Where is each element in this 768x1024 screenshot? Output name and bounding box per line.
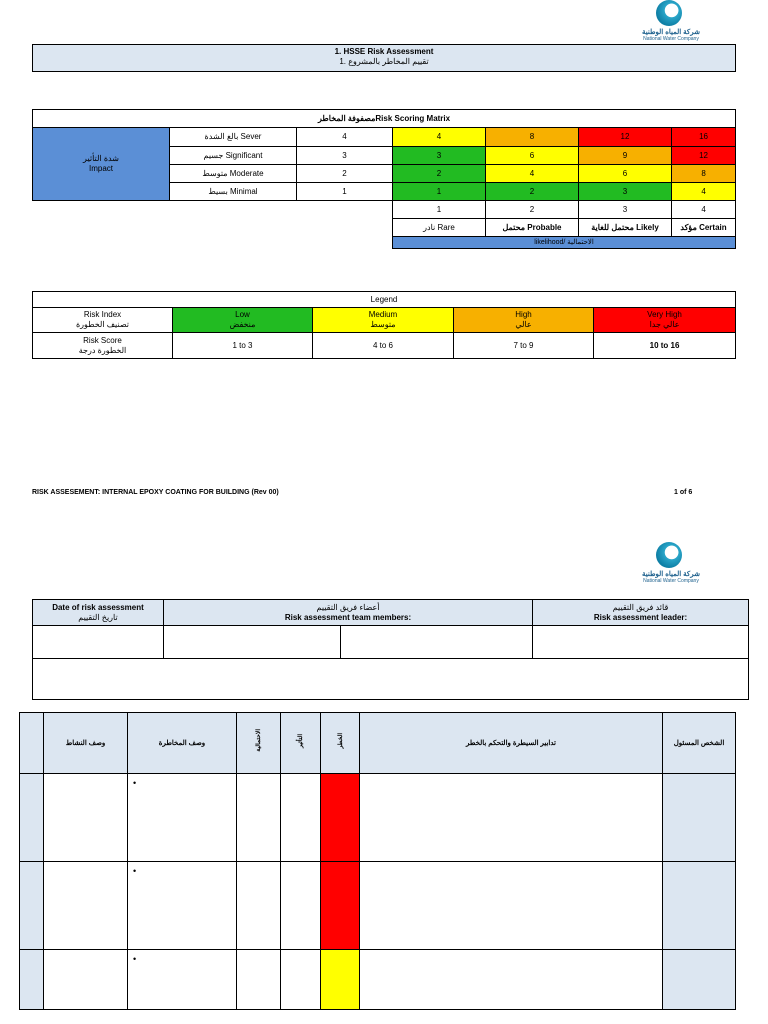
matrix-cell: 3 xyxy=(579,183,672,201)
risk-score-en: Risk Score xyxy=(83,335,122,345)
controls-cell[interactable] xyxy=(360,774,663,862)
row-number-header xyxy=(20,713,44,774)
matrix-cell: 1 xyxy=(393,183,486,201)
legend-level-en: Medium xyxy=(368,310,398,319)
matrix-title: مصفوفة المخاطرRisk Scoring Matrix xyxy=(33,110,736,128)
hazard-cell[interactable] xyxy=(128,950,237,1010)
team-member-value[interactable] xyxy=(341,626,533,659)
legend-score: 4 to 6 xyxy=(313,333,454,359)
team-member-value[interactable] xyxy=(164,626,341,659)
leader-header-en: Risk assessment leader: xyxy=(593,612,688,622)
date-value[interactable] xyxy=(33,626,164,659)
footer-document-title: RISK ASSESEMENT: INTERNAL EPOXY COATING FOR BUILDING (Rev 00) xyxy=(32,489,279,496)
company-logo xyxy=(636,542,706,584)
controls-cell[interactable] xyxy=(360,950,663,1010)
date-header-ar: تاريخ التقييم xyxy=(78,612,118,622)
matrix-cell: 9 xyxy=(579,147,672,165)
impact-cell[interactable] xyxy=(281,862,321,950)
hazard-header: وصف المخاطرة xyxy=(128,713,237,774)
leader-value[interactable] xyxy=(533,626,749,659)
bullet: • xyxy=(133,954,137,964)
legend-score: 10 to 16 xyxy=(594,333,736,359)
row-number-cell xyxy=(20,774,44,862)
impact-label-cell xyxy=(33,128,170,201)
footer-page-number: 1 of 6 xyxy=(674,489,693,496)
activity-cell[interactable] xyxy=(44,862,128,950)
risk-level-cell xyxy=(321,774,360,862)
logo-english-text: National Water Company xyxy=(643,36,699,42)
impact-row-label: بالغ الشدة Sever xyxy=(170,128,297,147)
hazard-cell[interactable] xyxy=(128,862,237,950)
responsible-header: الشخص المسئول xyxy=(663,713,736,774)
matrix-cell: 8 xyxy=(672,165,736,183)
legend-score: 7 to 9 xyxy=(454,333,594,359)
likelihood-header-text: الاحتمالية xyxy=(256,729,262,752)
legend-level-medium xyxy=(313,308,454,333)
date-header xyxy=(33,600,164,626)
risk-score-label xyxy=(33,333,173,359)
risk-header-text: الخطر xyxy=(337,732,344,749)
impact-cell[interactable] xyxy=(281,774,321,862)
legend-level-ar: عالي جدا xyxy=(649,320,680,329)
matrix-cell: 12 xyxy=(579,128,672,147)
company-logo xyxy=(636,0,706,42)
legend-level-very-high xyxy=(594,308,736,333)
likelihood-title: likelihood/ الاحتمالية xyxy=(393,237,736,249)
risk-assessment-table xyxy=(19,712,736,1010)
impact-row-level: 1 xyxy=(297,183,393,201)
leader-header-ar: قائد فريق التقييم xyxy=(612,602,669,612)
likelihood-label: مؤكد Certain xyxy=(672,219,736,237)
risk-level-cell xyxy=(321,862,360,950)
team-header xyxy=(164,600,533,626)
bullet: • xyxy=(133,778,137,788)
matrix-blank xyxy=(33,237,393,249)
logo-arabic-text: شركة المياه الوطنية xyxy=(642,571,700,578)
impact-label-en: Impact xyxy=(88,164,113,173)
legend-level-en: Very High xyxy=(647,310,682,319)
responsible-cell[interactable] xyxy=(663,862,736,950)
assessment-info-table xyxy=(32,599,749,700)
risk-index-ar: تصنيف الخطورة xyxy=(75,320,130,329)
activity-header: وصف النشاط xyxy=(44,713,128,774)
matrix-cell: 4 xyxy=(393,128,486,147)
responsible-cell[interactable] xyxy=(663,950,736,1010)
matrix-cell: 6 xyxy=(579,165,672,183)
impact-cell[interactable] xyxy=(281,950,321,1010)
row-number-cell xyxy=(20,862,44,950)
matrix-cell: 2 xyxy=(486,183,579,201)
legend-level-en: Low xyxy=(235,310,250,319)
likelihood-number: 4 xyxy=(672,201,736,219)
header-title-ar: تقييم المخاطر بالمشروع .1 xyxy=(339,57,429,66)
legend-title: Legend xyxy=(33,292,736,308)
logo-emblem xyxy=(656,0,682,26)
impact-header-text: التأثير xyxy=(298,733,304,748)
risk-scoring-matrix xyxy=(32,109,736,249)
row-number-cell xyxy=(20,950,44,1010)
matrix-cell: 2 xyxy=(393,165,486,183)
likelihood-cell[interactable] xyxy=(237,774,281,862)
document-header xyxy=(32,44,736,72)
bullet: • xyxy=(133,866,137,876)
likelihood-number: 1 xyxy=(393,201,486,219)
legend-level-ar: متوسط xyxy=(370,320,396,329)
matrix-cell: 4 xyxy=(672,183,736,201)
matrix-cell: 3 xyxy=(393,147,486,165)
risk-level-cell xyxy=(321,950,360,1010)
likelihood-cell[interactable] xyxy=(237,862,281,950)
logo-english-text: National Water Company xyxy=(643,578,699,584)
likelihood-label: محتمل Probable xyxy=(486,219,579,237)
hazard-cell[interactable] xyxy=(128,774,237,862)
legend-level-ar: منخفض xyxy=(229,320,256,329)
legend-level-low xyxy=(173,308,313,333)
matrix-cell: 16 xyxy=(672,128,736,147)
impact-row-label: جسيم Significant xyxy=(170,147,297,165)
notes-area[interactable] xyxy=(33,659,749,700)
risk-index-en: Risk Index xyxy=(83,310,122,319)
activity-cell[interactable] xyxy=(44,774,128,862)
risk-header xyxy=(321,713,360,774)
team-header-en: Risk assessment team members: xyxy=(284,612,412,622)
legend-level-en: High xyxy=(515,310,532,319)
matrix-cell: 6 xyxy=(486,147,579,165)
controls-cell[interactable] xyxy=(360,862,663,950)
impact-row-level: 3 xyxy=(297,147,393,165)
activity-cell[interactable] xyxy=(44,950,128,1010)
header-title-en: 1. HSSE Risk Assessment xyxy=(334,47,434,56)
logo-arabic-text: شركة المياه الوطنية xyxy=(642,29,700,36)
impact-label-ar: شدة التأثير xyxy=(83,154,119,163)
legend-score: 1 to 3 xyxy=(173,333,313,359)
responsible-cell[interactable] xyxy=(663,774,736,862)
likelihood-label: نادر Rare xyxy=(393,219,486,237)
risk-score-ar: الخطورة درجة xyxy=(78,345,127,355)
legend-table xyxy=(32,291,736,359)
leader-header xyxy=(533,600,749,626)
matrix-cell: 4 xyxy=(486,165,579,183)
impact-row-label: متوسط Moderate xyxy=(170,165,297,183)
legend-level-ar: عالي xyxy=(515,320,532,329)
likelihood-header xyxy=(237,713,281,774)
impact-row-label: بسيط Minimal xyxy=(170,183,297,201)
likelihood-label: محتمل للغاية Likely xyxy=(579,219,672,237)
matrix-cell: 12 xyxy=(672,147,736,165)
likelihood-cell[interactable] xyxy=(237,950,281,1010)
controls-header: تدابير السيطرة والتحكم بالخطر xyxy=(360,713,663,774)
date-header-en: Date of risk assessment xyxy=(52,602,144,612)
logo-emblem xyxy=(656,542,682,568)
matrix-cell: 8 xyxy=(486,128,579,147)
likelihood-number: 3 xyxy=(579,201,672,219)
matrix-blank xyxy=(33,201,393,219)
matrix-blank xyxy=(33,219,393,237)
team-header-ar: أعضاء فريق التقييم xyxy=(316,602,380,612)
risk-index-label xyxy=(33,308,173,333)
impact-header xyxy=(281,713,321,774)
likelihood-number: 2 xyxy=(486,201,579,219)
legend-level-high xyxy=(454,308,594,333)
impact-row-level: 4 xyxy=(297,128,393,147)
impact-row-level: 2 xyxy=(297,165,393,183)
